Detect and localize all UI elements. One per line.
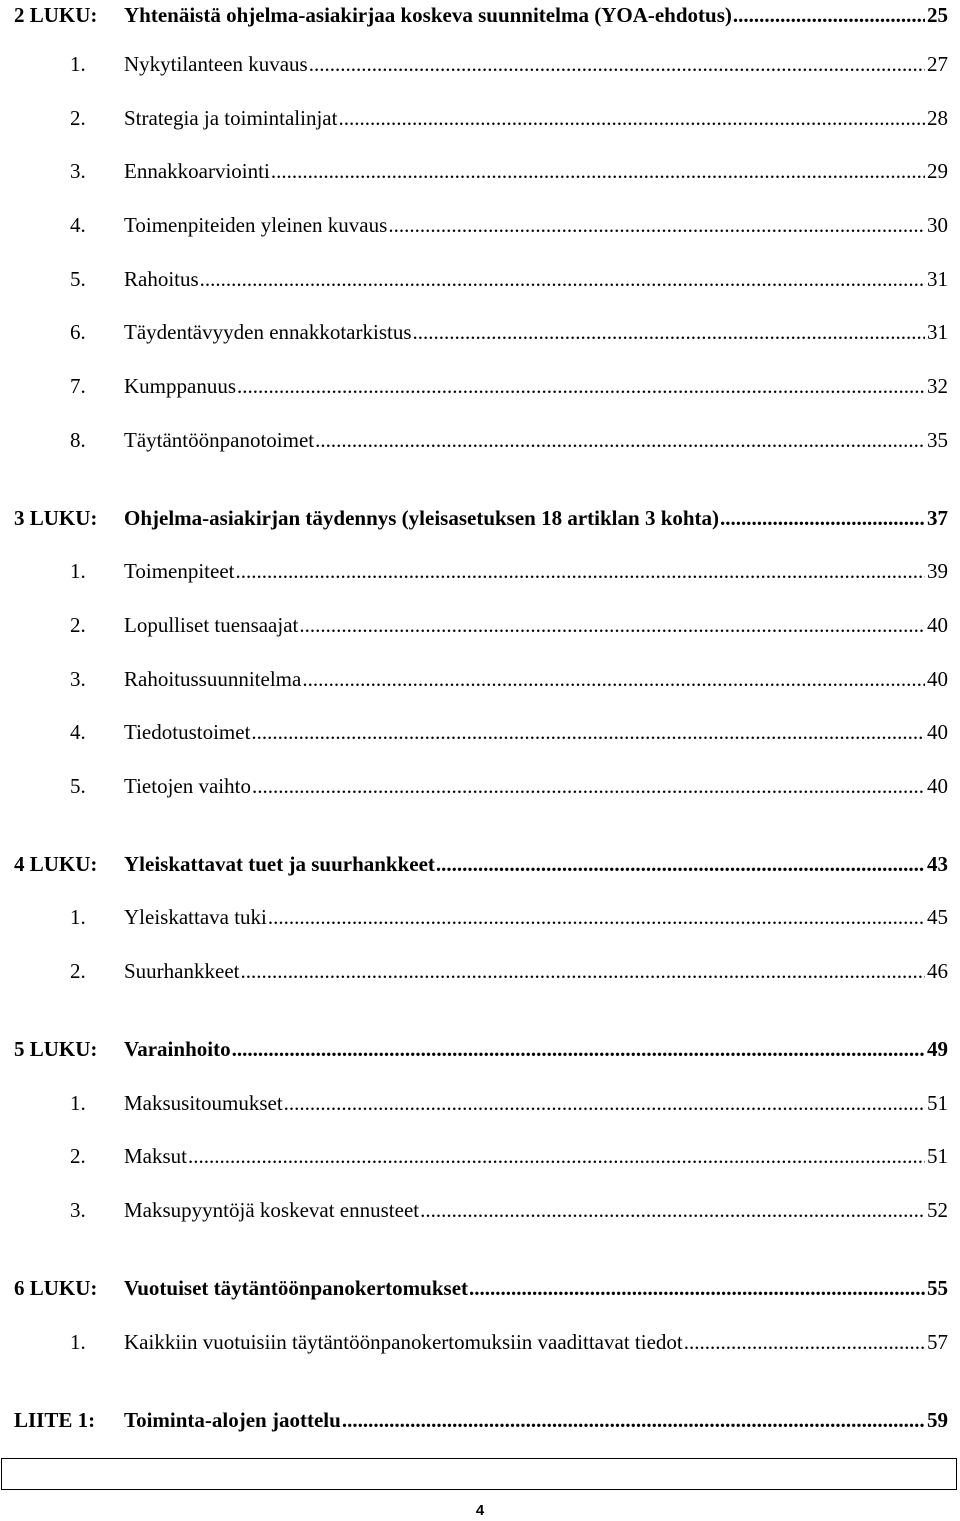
dot-leader: [388, 210, 925, 240]
toc-entry-number: 4 LUKU:: [14, 852, 98, 876]
toc-entry-page: 35: [927, 428, 948, 452]
toc-section-entry: [0, 1195, 948, 1225]
dot-leader: [469, 1273, 925, 1303]
toc-entry-number: 5.: [70, 267, 86, 291]
dot-leader: [299, 610, 925, 640]
toc-entry-title: Tietojen vaihto: [124, 774, 251, 798]
toc-entry-number: 5 LUKU:: [14, 1037, 98, 1061]
toc-section-entry: [0, 610, 948, 640]
toc-section-entry: [0, 210, 948, 240]
toc-section-entry: [0, 1088, 948, 1118]
toc-entry-number: 8.: [70, 428, 86, 452]
toc-section-entry: [0, 317, 948, 347]
toc-entry-title: Vuotuiset täytäntöönpanokertomukset: [124, 1276, 469, 1300]
toc-entry-page: 49: [927, 1037, 948, 1061]
toc-section-entry: [0, 717, 948, 747]
toc-chapter-entry: [0, 1034, 948, 1064]
toc-chapter-entry: [0, 503, 948, 533]
toc-entry-page: 31: [927, 320, 948, 344]
toc-chapter-entry: [0, 0, 948, 30]
dot-leader: [188, 1141, 925, 1171]
toc-entry-title: Toiminta-alojen jaottelu: [124, 1408, 341, 1432]
toc-entry-page: 27: [927, 52, 948, 76]
toc-entry-title: Kaikkiin vuotuisiin täytäntöönpanokertomuksiin vaadittavat tiedot: [124, 1330, 683, 1354]
toc-chapter-entry: [0, 849, 948, 879]
toc-section-entry: [0, 771, 948, 801]
toc-section-entry: [0, 664, 948, 694]
toc-entry-page: 43: [927, 852, 948, 876]
toc-section-entry: [0, 1327, 948, 1357]
toc-entry-number: 6.: [70, 320, 86, 344]
toc-chapter-entry: [0, 1273, 948, 1303]
toc-entry-title: Yleiskattavat tuet ja suurhankkeet: [124, 852, 435, 876]
toc-entry-page: 28: [927, 106, 948, 130]
dot-leader: [237, 371, 925, 401]
toc-entry-number: 2 LUKU:: [14, 3, 98, 27]
toc-entry-page: 51: [927, 1091, 948, 1115]
toc-entry-number: 1.: [70, 559, 86, 583]
toc-section-entry: [0, 556, 948, 586]
toc-entry-page: 40: [927, 720, 948, 744]
toc-entry-title: Rahoitus: [124, 267, 199, 291]
toc-section-entry: [0, 264, 948, 294]
toc-entry-number: 6 LUKU:: [14, 1276, 98, 1300]
toc-section-entry: [0, 156, 948, 186]
toc-entry-title: Täytäntöönpanotoimet: [124, 428, 315, 452]
dot-leader: [240, 956, 925, 986]
dot-leader: [302, 664, 925, 694]
dot-leader: [436, 849, 925, 879]
dot-leader: [232, 1034, 925, 1064]
toc-entry-page: 31: [927, 267, 948, 291]
toc-entry-number: 1.: [70, 1091, 86, 1115]
dot-leader: [251, 717, 925, 747]
toc-entry-number: 4.: [70, 213, 86, 237]
toc-entry-page: 52: [927, 1198, 948, 1222]
toc-section-entry: [0, 49, 948, 79]
toc-entry-number: 3.: [70, 667, 86, 691]
toc-entry-title: Toimenpiteiden yleinen kuvaus: [124, 213, 388, 237]
toc-chapter-entry: [0, 1405, 948, 1435]
toc-entry-title: Varainhoito: [124, 1037, 231, 1061]
toc-entry-page: 45: [927, 905, 948, 929]
dot-leader: [284, 1088, 925, 1118]
toc-entry-title: Toimenpiteet: [124, 559, 235, 583]
toc-entry-title: Nykytilanteen kuvaus: [124, 52, 308, 76]
toc-entry-title: Rahoitussuunnitelma: [124, 667, 302, 691]
toc-entry-title: Tiedotustoimet: [124, 720, 251, 744]
dot-leader: [309, 49, 925, 79]
toc-entry-number: 1.: [70, 52, 86, 76]
toc-entry-title: Suurhankkeet: [124, 959, 240, 983]
toc-entry-number: 2.: [70, 613, 86, 637]
toc-section-entry: [0, 1141, 948, 1171]
dot-leader: [252, 771, 925, 801]
dot-leader: [236, 556, 926, 586]
toc-entry-number: 1.: [70, 1330, 86, 1354]
toc-entry-number: 2.: [70, 106, 86, 130]
toc-entry-number: 2.: [70, 1144, 86, 1168]
dot-leader: [733, 0, 925, 30]
toc-entry-page: 37: [927, 506, 948, 530]
toc-entry-number: LIITE 1:: [14, 1408, 96, 1432]
dot-leader: [342, 1405, 925, 1435]
toc-entry-title: Lopulliset tuensaajat: [124, 613, 299, 637]
toc-entry-number: 2.: [70, 959, 86, 983]
toc-section-entry: [0, 902, 948, 932]
toc-entry-page: 51: [927, 1144, 948, 1168]
toc-entry-title: Täydentävyyden ennakkotarkistus: [124, 320, 412, 344]
toc-section-entry: [0, 103, 948, 133]
toc-entry-title: Kumppanuus: [124, 374, 236, 398]
dot-leader: [268, 902, 925, 932]
toc-entry-title: Ohjelma-asiakirjan täydennys (yleisasetuksen 18 artiklan 3 kohta): [124, 506, 720, 530]
toc-section-entry: [0, 956, 948, 986]
dot-leader: [684, 1327, 925, 1357]
toc-entry-page: 40: [927, 774, 948, 798]
toc-entry-title: Ennakkoarviointi: [124, 159, 270, 183]
toc-entry-number: 3 LUKU:: [14, 506, 98, 530]
toc-entry-title: Yleiskattava tuki: [124, 905, 267, 929]
dot-leader: [315, 425, 925, 455]
toc-entry-page: 57: [927, 1330, 948, 1354]
toc-entry-page: 59: [927, 1408, 948, 1432]
toc-entry-page: 32: [927, 374, 948, 398]
toc-entry-page: 30: [927, 213, 948, 237]
toc-entry-title: Maksut: [124, 1144, 187, 1168]
toc-entry-title: Yhtenäistä ohjelma-asiakirjaa koskeva suunnitelma (YOA-ehdotus): [124, 3, 732, 27]
toc-entry-page: 25: [927, 3, 948, 27]
toc-entry-page: 40: [927, 667, 948, 691]
toc-section-entry: [0, 425, 948, 455]
dot-leader: [271, 156, 925, 186]
dot-leader: [200, 264, 925, 294]
dot-leader: [720, 503, 925, 533]
page-number: 4: [475, 1502, 485, 1519]
footer-box: [1, 1458, 957, 1490]
toc-entry-number: 1.: [70, 905, 86, 929]
dot-leader: [413, 317, 926, 347]
toc-entry-number: 3.: [70, 1198, 86, 1222]
toc-entry-number: 7.: [70, 374, 86, 398]
dot-leader: [420, 1195, 925, 1225]
toc-entry-title: Maksupyyntöjä koskevat ennusteet: [124, 1198, 420, 1222]
toc-entry-title: Maksusitoumukset: [124, 1091, 283, 1115]
toc-entry-page: 29: [927, 159, 948, 183]
toc-entry-page: 40: [927, 613, 948, 637]
toc-entry-title: Strategia ja toimintalinjat: [124, 106, 338, 130]
toc-entry-page: 39: [927, 559, 948, 583]
toc-entry-page: 55: [927, 1276, 948, 1300]
toc-entry-page: 46: [927, 959, 948, 983]
toc-entry-number: 3.: [70, 159, 86, 183]
dot-leader: [338, 103, 925, 133]
toc-entry-number: 5.: [70, 774, 86, 798]
toc-section-entry: [0, 371, 948, 401]
toc-entry-number: 4.: [70, 720, 86, 744]
